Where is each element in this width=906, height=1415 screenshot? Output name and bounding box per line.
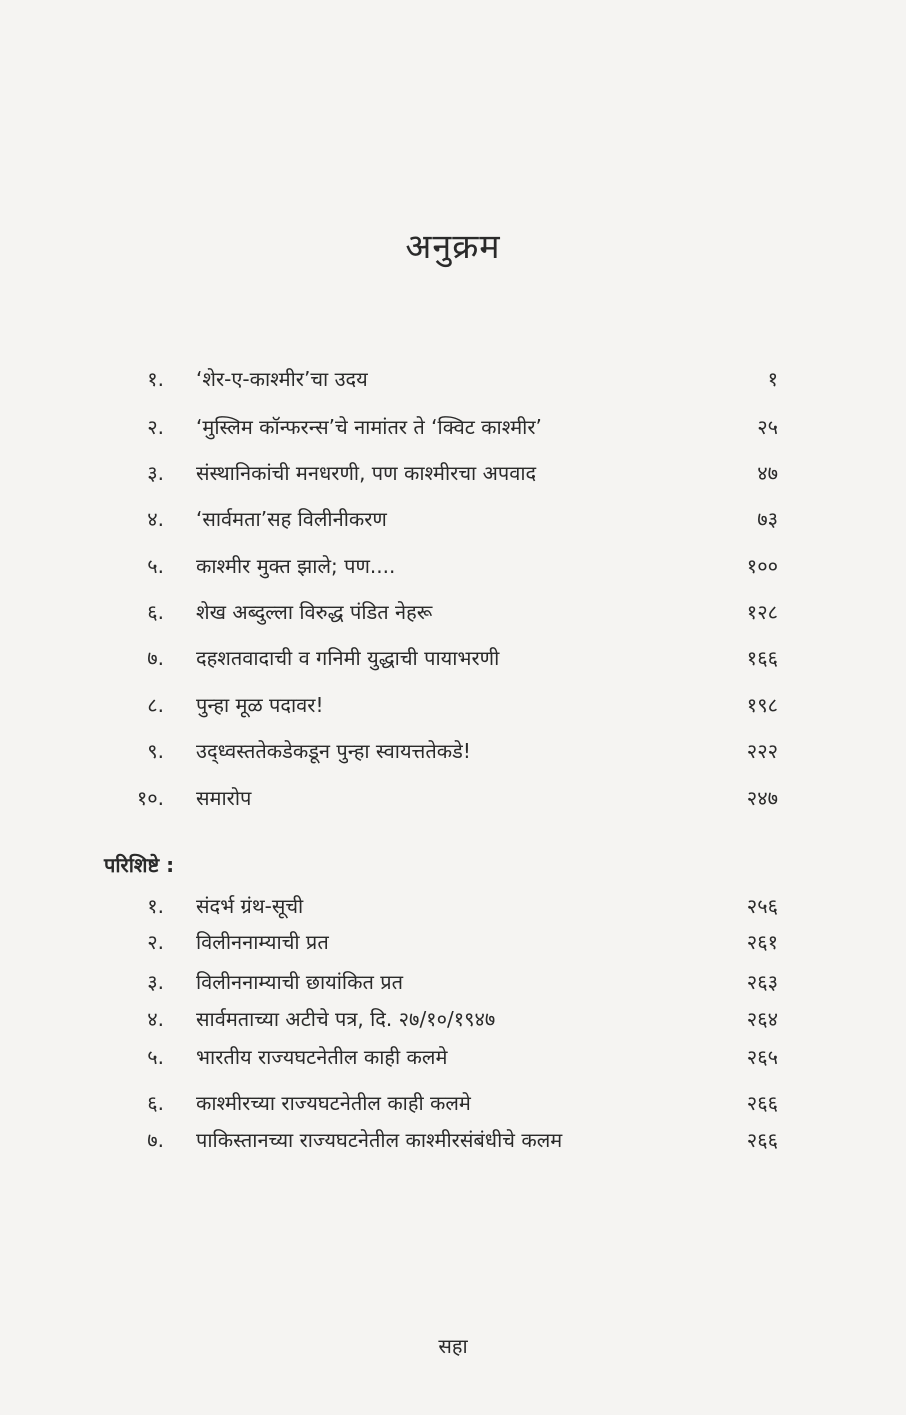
chapter-number: ३. — [147, 461, 164, 485]
chapter-number: १०. — [136, 786, 164, 810]
chapter-title: दहशतवादाची व गनिमी युद्धाची पायाभरणी — [196, 646, 500, 670]
chapter-number: २. — [147, 415, 164, 439]
toc-row — [0, 734, 906, 768]
chapter-page: २२२ — [746, 739, 778, 763]
chapter-number: ७. — [147, 646, 164, 670]
toc-row — [0, 889, 906, 923]
toc-row — [0, 502, 906, 536]
chapter-number: ४. — [147, 507, 164, 531]
toc-row — [0, 688, 906, 722]
appendix-title: काश्मीरच्या राज्यघटनेतील काही कलमे — [196, 1091, 471, 1115]
toc-row — [0, 1086, 906, 1120]
chapter-title: ‘मुस्लिम कॉन्फरन्स’चे नामांतर ते ‘क्विट काश्मीर’ — [196, 415, 542, 439]
toc-row — [0, 549, 906, 583]
toc-row — [0, 595, 906, 629]
toc-row — [0, 410, 906, 444]
appendix-page: २६४ — [746, 1007, 778, 1031]
appendix-title: संदर्भ ग्रंथ-सूची — [196, 894, 304, 918]
chapter-number: ५. — [147, 554, 164, 578]
chapter-title: संस्थानिकांची मनधरणी, पण काश्मीरचा अपवाद — [196, 461, 537, 485]
appendix-title: सार्वमताच्या अटीचे पत्र, दि. २७/१०/१९४७ — [196, 1007, 496, 1031]
appendix-page: २६५ — [746, 1045, 778, 1069]
appendix-heading: परिशिष्टे : — [104, 853, 175, 877]
chapter-page: २४७ — [746, 786, 778, 810]
chapter-number: ९. — [147, 739, 164, 763]
chapter-page: १६६ — [746, 646, 778, 670]
appendix-page: २६६ — [746, 1091, 778, 1115]
appendix-title: विलीननाम्याची प्रत — [196, 930, 329, 954]
chapter-number: ६. — [147, 600, 164, 624]
appendix-number: ५. — [147, 1045, 164, 1069]
appendix-title: भारतीय राज्यघटनेतील काही कलमे — [196, 1045, 448, 1069]
chapter-title: ‘शेर-ए-काश्मीर’चा उदय — [196, 367, 368, 391]
toc-row — [0, 965, 906, 999]
appendix-number: ४. — [147, 1007, 164, 1031]
toc-row — [0, 1002, 906, 1036]
appendix-title: विलीननाम्याची छायांकित प्रत — [196, 970, 403, 994]
toc-row — [0, 456, 906, 490]
toc-row — [0, 781, 906, 815]
toc-row — [0, 1040, 906, 1074]
appendix-page: २५६ — [746, 894, 778, 918]
chapter-page: २५ — [757, 415, 778, 439]
appendix-number: ६. — [147, 1091, 164, 1115]
chapter-title: काश्मीर मुक्त झाले; पण.... — [196, 554, 396, 578]
appendix-number: ३. — [147, 970, 164, 994]
toc-row — [0, 362, 906, 396]
toc-row — [0, 925, 906, 959]
chapter-title: शेख अब्दुल्ला विरुद्ध पंडित नेहरू — [196, 600, 433, 624]
page-footer-number: सहा — [438, 1334, 468, 1358]
chapter-title: ‘सार्वमता’सह विलीनीकरण — [196, 507, 387, 531]
chapter-number: ८. — [147, 693, 164, 717]
appendix-number: ७. — [147, 1128, 164, 1152]
toc-row — [0, 641, 906, 675]
chapter-page: १२८ — [746, 600, 778, 624]
chapter-page: १ — [767, 367, 778, 391]
toc-row — [0, 1123, 906, 1157]
appendix-page: २६३ — [746, 970, 778, 994]
appendix-page: २६१ — [746, 930, 778, 954]
appendix-page: २६६ — [746, 1128, 778, 1152]
appendix-number: २. — [147, 930, 164, 954]
page-title: अनुक्रम — [405, 227, 501, 267]
chapter-page: १९८ — [746, 693, 778, 717]
chapter-number: १. — [147, 367, 164, 391]
appendix-title: पाकिस्तानच्या राज्यघटनेतील काश्मीरसंबंधीचे कलम — [196, 1128, 563, 1152]
chapter-page: ४७ — [757, 461, 778, 485]
chapter-title: उद्ध्वस्ततेकडेकडून पुन्हा स्वायत्ततेकडे! — [196, 739, 471, 763]
chapter-title: पुन्हा मूळ पदावर! — [196, 693, 324, 717]
chapter-page: १०० — [746, 554, 778, 578]
chapter-page: ७३ — [757, 507, 778, 531]
appendix-number: १. — [147, 894, 164, 918]
chapter-title: समारोप — [196, 786, 252, 810]
